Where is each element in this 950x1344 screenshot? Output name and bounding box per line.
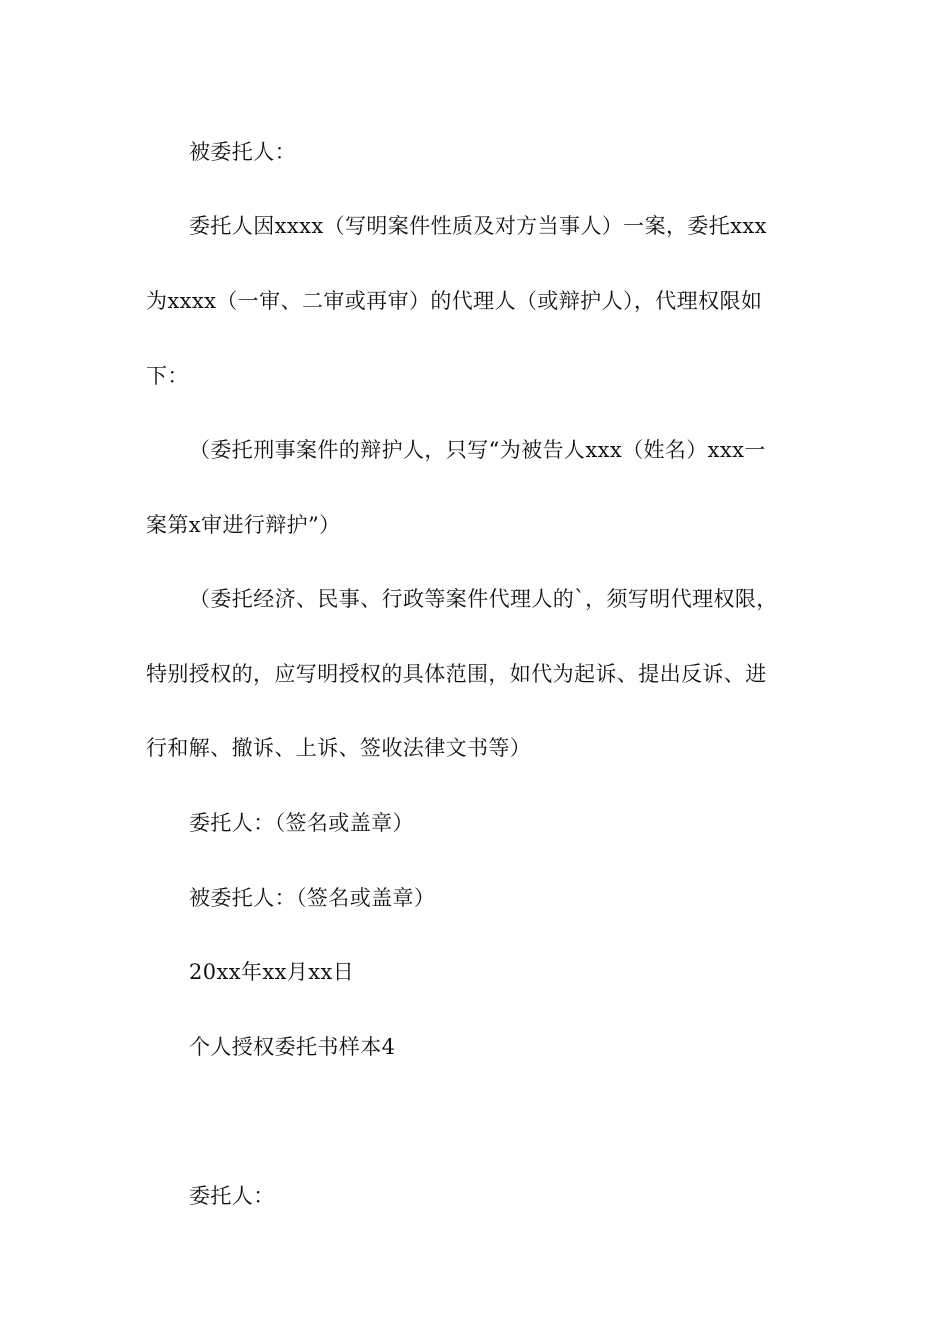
paragraph-line: 案第x审进行辩护”） (146, 513, 341, 537)
trustee-signature-line: 被委托人：（签名或盖章） (189, 886, 436, 910)
paragraph-line: 行和解、撤诉、上诉、签收法律文书等） (146, 736, 532, 760)
paragraph-line: 为xxxx（一审、二审或再审）的代理人（或辩护人），代理权限如 (146, 289, 763, 313)
paragraph-line: 下： (146, 364, 189, 388)
paragraph-line: 委托人因xxxx（写明案件性质及对方当事人）一案，委托xxx (189, 214, 767, 238)
paragraph-line: （委托刑事案件的辩护人，只写“为被告人xxx（姓名）xxx一 (189, 438, 766, 462)
paragraph-line: （委托经济、民事、行政等案件代理人的`，须写明代理权限， (189, 587, 778, 611)
paragraph-line: 特别授权的，应写明授权的具体范围，如代为起诉、提出反诉、进 (146, 662, 767, 686)
principal-signature-line: 委托人：（签名或盖章） (189, 811, 414, 835)
section-title: 个人授权委托书样本4 (189, 1035, 396, 1059)
date-line: 20xx年xx月xx日 (189, 960, 355, 984)
principal-label: 委托人： (189, 1184, 275, 1208)
trustee-label: 被委托人： (189, 140, 296, 164)
